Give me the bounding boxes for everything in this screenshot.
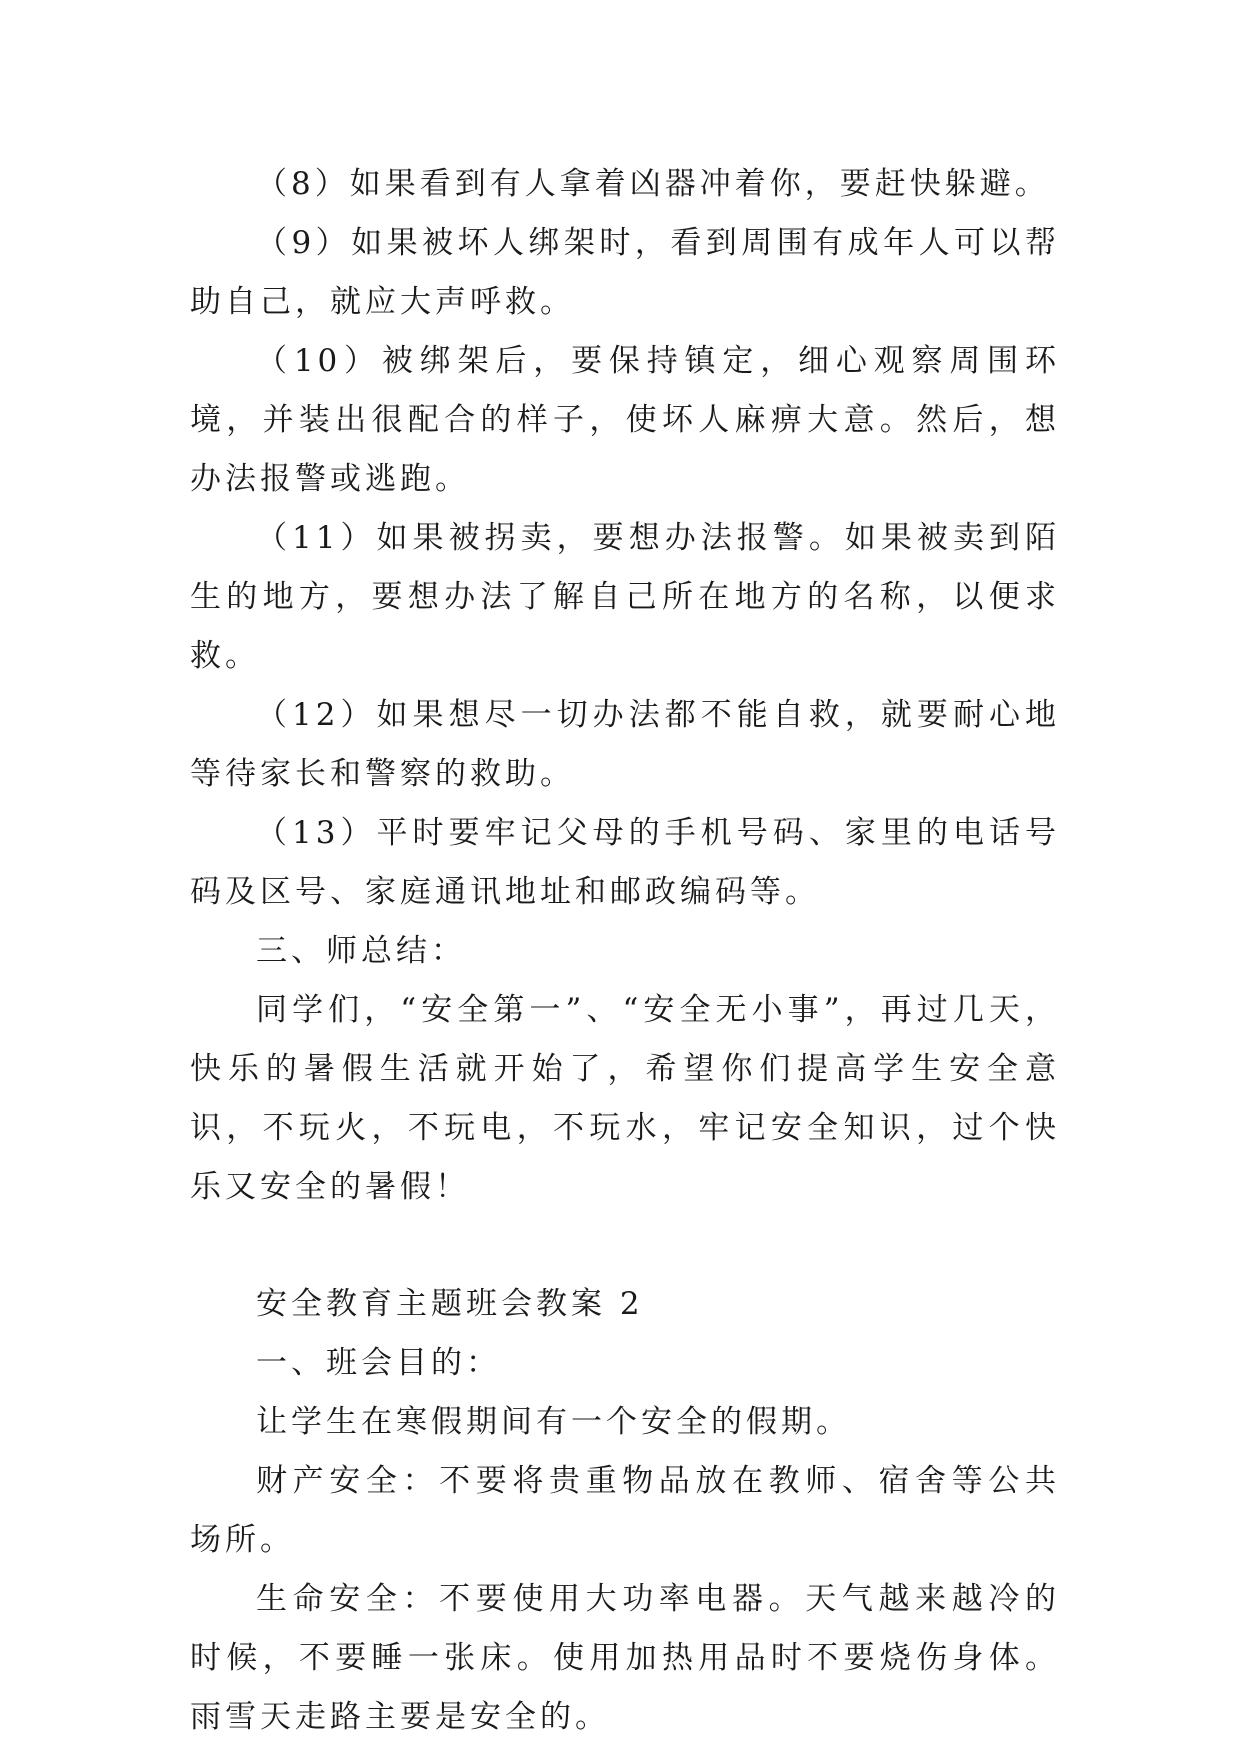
paragraph-item-11: （11）如果被拐卖，要想办法报警。如果被卖到陌生的地方，要想办法了解自己所在地方的名称，以便求救。 bbox=[190, 520, 1060, 674]
paragraph-item-10: （10）被绑架后，要保持镇定，细心观察周围环境，并装出很配合的样子，使坏人麻痹大意。然后，想办法报警或逃跑。 bbox=[190, 343, 1060, 497]
life-safety-paragraph: 生命安全：不要使用大功率电器。天气越来越冷的时候，不要睡一张床。使用加热用品时不要烧伤身体。雨雪天走路主要是安全的。 bbox=[190, 1581, 1060, 1735]
paragraph-item-8: （8）如果看到有人拿着凶器冲着你，要赶快躲避。 bbox=[256, 166, 1050, 202]
property-safety-paragraph: 财产安全：不要将贵重物品放在教师、宿舍等公共场所。 bbox=[190, 1463, 1060, 1558]
paragraph-item-13: （13）平时要牢记父母的手机号码、家里的电话号码及区号、家庭通讯地址和邮政编码等。 bbox=[190, 815, 1060, 910]
section-heading-summary: 三、师总结： bbox=[256, 933, 466, 969]
summary-paragraph: 同学们，“安全第一”、“安全无小事”，再过几天，快乐的暑假生活就开始了，希望你们提高学生安全意识，不玩火，不玩电，不玩水，牢记安全知识，过个快乐又安全的暑假！ bbox=[190, 992, 1060, 1205]
section-title: 安全教育主题班会教案 2 bbox=[256, 1286, 644, 1322]
section-heading-purpose: 一、班会目的： bbox=[256, 1345, 501, 1381]
purpose-paragraph: 让学生在寒假期间有一个安全的假期。 bbox=[256, 1404, 851, 1440]
document-body bbox=[190, 155, 1060, 1747]
paragraph-item-9: （9）如果被坏人绑架时，看到周围有成年人可以帮助自己，就应大声呼救。 bbox=[190, 225, 1060, 320]
section-spacer bbox=[190, 1217, 1060, 1275]
paragraph-item-12: （12）如果想尽一切办法都不能自救，就要耐心地等待家长和警察的救助。 bbox=[190, 697, 1060, 792]
